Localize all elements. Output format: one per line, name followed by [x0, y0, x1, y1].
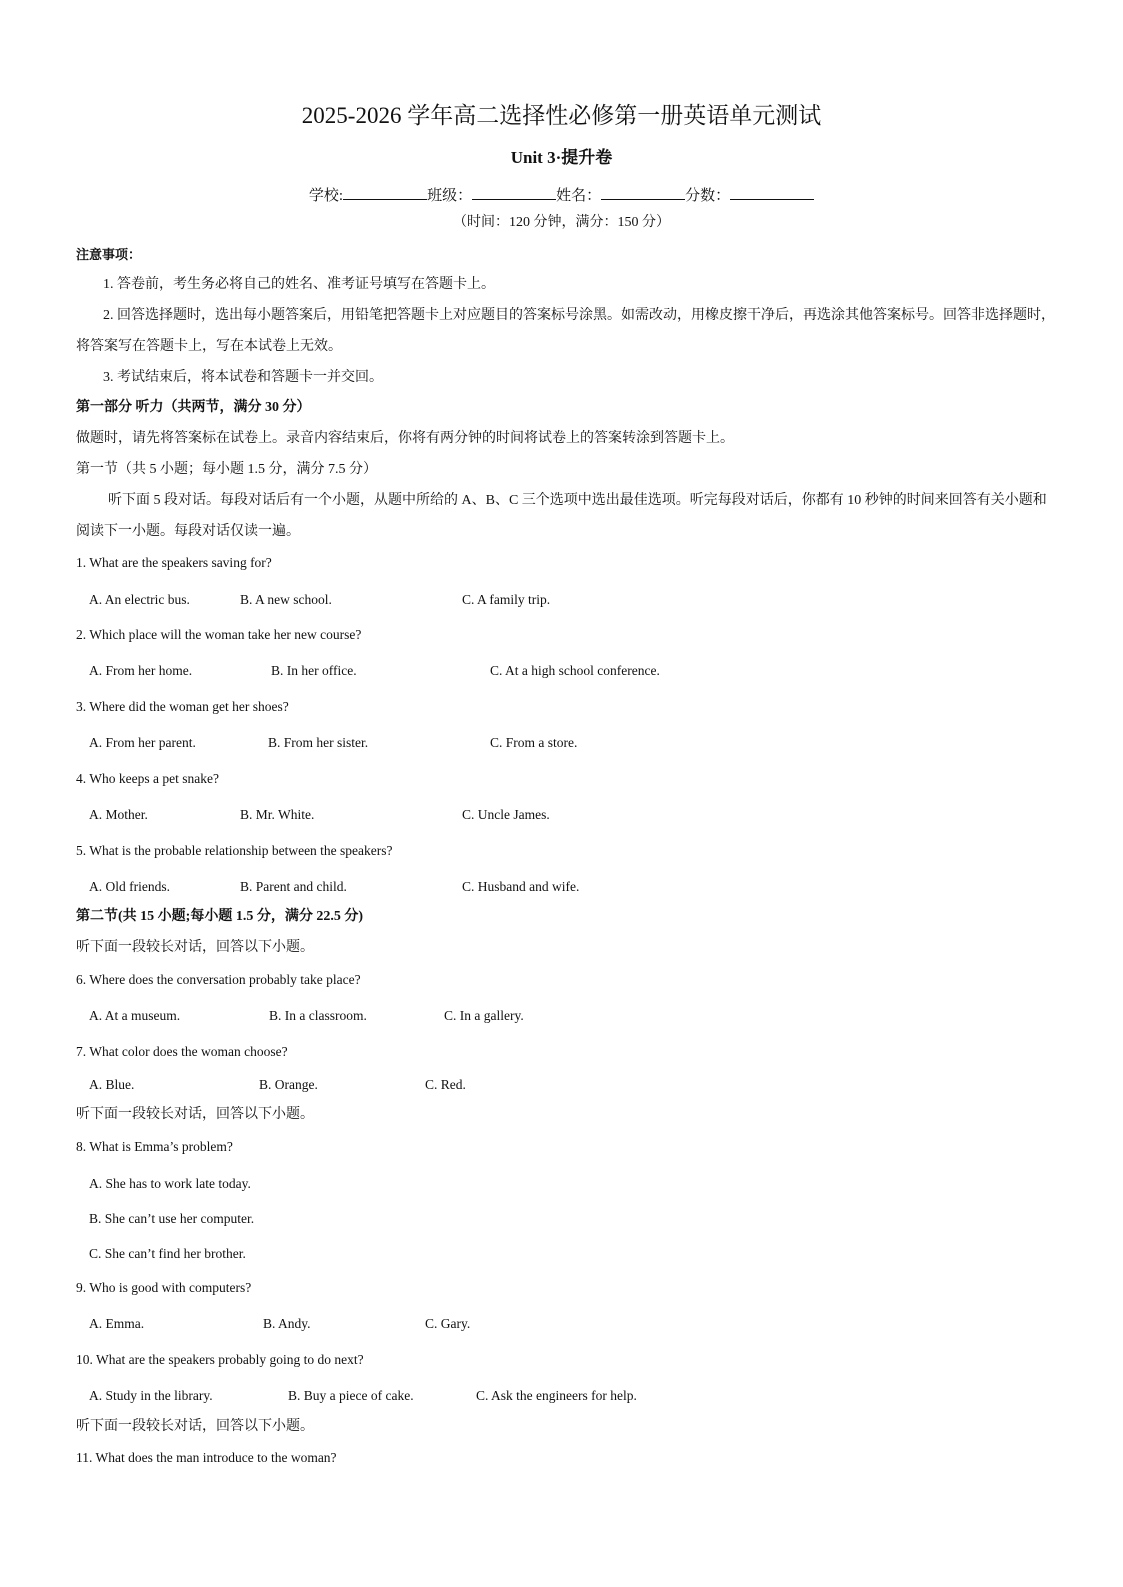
student-info-line — [0, 185, 1123, 204]
q1-option-b: B. A new school. — [240, 592, 332, 607]
question-2: 2. Which place will the woman take her new course? — [76, 627, 362, 642]
section1-intro-line-1: 听下面 5 段对话。每段对话后有一个小题，从题中所给的 A、B、C 三个选项中选出最佳选项。听完每段对话后，你都有 10 秒钟的时间来回答有关小题和 — [108, 493, 1047, 508]
q8-option-b: B. She can’t use her computer. — [89, 1211, 255, 1226]
question-3: 3. Where did the woman get her shoes? — [76, 699, 289, 714]
school-label: 学校: — [308, 188, 344, 204]
q10-option-b: B. Buy a piece of cake. — [288, 1388, 414, 1403]
q6-option-a: A. At a museum. — [89, 1008, 181, 1023]
q2-option-c: C. At a high school conference. — [490, 663, 660, 678]
q3-option-b: B. From her sister. — [268, 735, 369, 750]
q2-option-b: B. In her office. — [271, 663, 357, 678]
q4-option-a: A. Mother. — [89, 807, 148, 822]
q3-option-c: C. From a store. — [490, 735, 578, 750]
listen-long-instruction-1: 听下面一段较长对话，回答以下小题。 — [76, 940, 314, 955]
section2-heading: 第二节(共 15 小题;每小题 1.5 分，满分 22.5 分) — [76, 909, 363, 924]
q7-option-b: B. Orange. — [259, 1077, 318, 1092]
q10-option-a: A. Study in the library. — [89, 1388, 213, 1403]
part1-intro: 做题时，请先将答案标在试卷上。录音内容结束后，你将有两分钟的时间将试卷上的答案转涂到答题卡上。 — [76, 431, 734, 446]
class-label: 班级： — [427, 188, 473, 204]
question-1: 1. What are the speakers saving for? — [76, 555, 272, 570]
exam-subtitle: Unit 3·提升卷 — [510, 148, 613, 167]
question-9: 9. Who is good with computers? — [76, 1280, 252, 1295]
q1-option-a: A. An electric bus. — [89, 592, 190, 607]
q2-option-a: A. From her home. — [89, 663, 193, 678]
q8-option-c: C. She can’t find her brother. — [89, 1246, 246, 1261]
q1-option-c: C. A family trip. — [462, 592, 551, 607]
listen-long-instruction-3: 听下面一段较长对话，回答以下小题。 — [76, 1419, 314, 1434]
note-item-2-line-1: 2. 回答选择题时，选出每小题答案后，用铅笔把答题卡上对应题目的答案标号涂黑。如需改动，用橡皮擦干净后，再选涂其他答案标号。回答非选择题时， — [103, 308, 1055, 323]
q7-option-a: A. Blue. — [89, 1077, 135, 1092]
q4-option-c: C. Uncle James. — [462, 807, 550, 822]
q6-option-b: B. In a classroom. — [269, 1008, 367, 1023]
notes-heading: 注意事项： — [76, 247, 142, 262]
q9-option-a: A. Emma. — [89, 1316, 145, 1331]
note-item-3: 3. 考试结束后，将本试卷和答题卡一并交回。 — [103, 370, 383, 385]
q5-option-c: C. Husband and wife. — [462, 879, 580, 894]
question-4: 4. Who keeps a pet snake? — [76, 771, 219, 786]
q8-option-a: A. She has to work late today. — [89, 1176, 251, 1191]
class-blank — [472, 185, 556, 200]
note-item-2-line-2: 将答案写在答题卡上，写在本试卷上无效。 — [76, 339, 342, 354]
section1-heading: 第一节（共 5 小题；每小题 1.5 分，满分 7.5 分） — [76, 462, 377, 477]
q10-option-c: C. Ask the engineers for help. — [476, 1388, 637, 1403]
listen-long-instruction-2: 听下面一段较长对话，回答以下小题。 — [76, 1107, 314, 1122]
score-label: 分数： — [685, 188, 731, 204]
name-blank — [601, 185, 685, 200]
part1-heading: 第一部分 听力（共两节，满分 30 分） — [76, 400, 311, 415]
time-info: （时间：120 分钟，满分：150 分） — [453, 215, 670, 230]
q4-option-b: B. Mr. White. — [240, 807, 315, 822]
section1-intro-line-2: 阅读下一小题。每段对话仅读一遍。 — [76, 524, 300, 539]
question-7: 7. What color does the woman choose? — [76, 1044, 288, 1059]
q9-option-c: C. Gary. — [425, 1316, 471, 1331]
school-blank — [343, 185, 427, 200]
question-6: 6. Where does the conversation probably take place? — [76, 972, 361, 987]
q6-option-c: C. In a gallery. — [444, 1008, 524, 1023]
question-5: 5. What is the probable relationship between the speakers? — [76, 843, 393, 858]
q5-option-a: A. Old friends. — [89, 879, 170, 894]
question-10: 10. What are the speakers probably going to do next? — [76, 1352, 364, 1367]
q5-option-b: B. Parent and child. — [240, 879, 347, 894]
note-item-1: 1. 答卷前，考生务必将自己的姓名、准考证号填写在答题卡上。 — [103, 277, 495, 292]
name-label: 姓名： — [556, 188, 602, 204]
question-11: 11. What does the man introduce to the woman? — [76, 1450, 337, 1465]
score-blank — [730, 185, 814, 200]
q9-option-b: B. Andy. — [263, 1316, 311, 1331]
q3-option-a: A. From her parent. — [89, 735, 196, 750]
q7-option-c: C. Red. — [425, 1077, 466, 1092]
question-8: 8. What is Emma’s problem? — [76, 1139, 233, 1154]
exam-title: 2025-2026 学年高二选择性必修第一册英语单元测试 — [301, 103, 822, 128]
